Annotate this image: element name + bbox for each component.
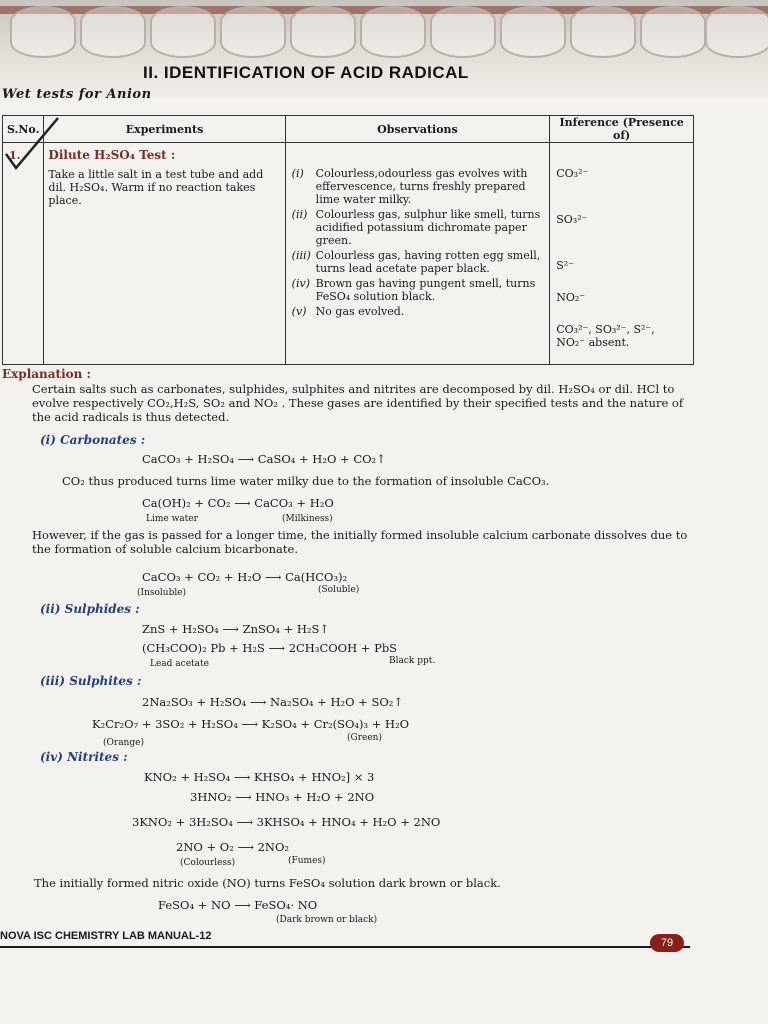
equation-label: (Colourless) — [180, 858, 236, 868]
observation-number: (iii) — [291, 249, 311, 262]
sulphides-heading: (ii) Sulphides : — [40, 602, 140, 616]
equation: (CH₃COO)₂ Pb + H₂S ⟶ 2CH₃COOH + PbS — [142, 641, 398, 655]
header-banner-image — [0, 0, 768, 98]
equation: 2Na₂SO₃ + H₂SO₄ ⟶ Na₂SO₄ + H₂O + SO₂↑ — [142, 695, 404, 709]
test-tube-image — [80, 6, 146, 58]
equation-label: (Green) — [347, 733, 382, 743]
equation-label: (Milkiness) — [282, 514, 333, 524]
observation-item — [292, 305, 544, 318]
inference-item: CO₃²⁻ — [556, 167, 589, 180]
observation-item — [292, 208, 544, 247]
test-tube-image — [220, 6, 286, 58]
equation: 3KNO₂ + 3H₂SO₄ ⟶ 3KHSO₄ + HNO₄ + H₂O + 2NO — [132, 815, 441, 829]
section-title: II. IDENTIFICATION OF ACID RADICAL — [143, 63, 469, 82]
equation-label: Lime water — [146, 514, 198, 524]
observation-number: (ii) — [291, 208, 308, 221]
book-title-footer: NOVA ISC CHEMISTRY LAB MANUAL-12 — [0, 930, 212, 942]
table-row — [3, 143, 694, 365]
equation: Ca(OH)₂ + CO₂ ⟶ CaCO₃ + H₂O — [142, 496, 334, 510]
test-tube-image — [500, 6, 566, 58]
equation-label: Black ppt. — [389, 656, 436, 666]
nitrites-note: The initially formed nitric oxide (NO) turns FeSO₄ solution dark brown or black. — [34, 876, 501, 890]
test-tube-image — [360, 6, 426, 58]
header-inference: Inference (Presence of) — [550, 116, 694, 143]
equation: ZnS + H₂SO₄ ⟶ ZnSO₄ + H₂S↑ — [142, 622, 329, 636]
explanation-intro: Certain salts such as carbonates, sulphides, sulphites and nitrites are decomposed by dil. H₂SO₄ or dil. HCl to evolve respectively CO₂,H₂S, SO₂ and NO₂ . These gases are identified by their specified tests and the nature of the acid radicals is thus detected. — [32, 382, 684, 424]
equation: KNO₂ + H₂SO₄ ⟶ KHSO₄ + HNO₂] × 3 — [144, 770, 375, 784]
equation: K₂Cr₂O₇ + 3SO₂ + H₂SO₄ ⟶ K₂SO₄ + Cr₂(SO₄)₃ + H₂O — [92, 717, 410, 731]
equation: 3HNO₂ ⟶ HNO₃ + H₂O + 2NO — [190, 790, 375, 804]
observation-text: Colourless gas, having rotten egg smell, turns lead acetate paper black. — [315, 249, 541, 275]
observation-item — [292, 277, 544, 303]
equation-label: Lead acetate — [150, 659, 209, 669]
observation-number: (iv) — [291, 277, 310, 290]
observation-item — [292, 167, 544, 206]
observation-text: Brown gas having pungent smell, turns FeSO₄ solution black. — [315, 277, 536, 303]
test-tube-image — [640, 6, 706, 58]
table-header-row — [3, 116, 694, 143]
equation-label: (Insoluble) — [137, 588, 187, 598]
footer-divider — [0, 946, 690, 948]
inference-item: SO₃²⁻ — [556, 213, 588, 226]
equation-label: (Dark brown or black) — [276, 915, 378, 925]
observation-text: No gas evolved. — [315, 305, 405, 318]
inference-cell — [550, 143, 694, 365]
equation: CaCO₃ + CO₂ + H₂O ⟶ Ca(HCO₃)₂ — [142, 570, 348, 584]
tick-mark-icon — [2, 112, 62, 172]
equation-label: (Orange) — [103, 738, 144, 748]
carbonates-heading: (i) Carbonates : — [40, 433, 146, 447]
observation-text: Colourless,odourless gas evolves with effervescence, turns freshly prepared lime water milky. — [315, 167, 528, 206]
observations-cell — [285, 143, 550, 365]
carbonates-note: CO₂ thus produced turns lime water milky due to the formation of insoluble CaCO₃. — [62, 474, 550, 488]
test-tube-image — [290, 6, 356, 58]
equation: CaCO₃ + H₂SO₄ ⟶ CaSO₄ + H₂O + CO₂↑ — [142, 452, 386, 466]
test-title: Dilute H₂SO₄ Test : — [48, 148, 176, 162]
nitrites-heading: (iv) Nitrites : — [40, 750, 128, 764]
header-sno: S.No. — [3, 116, 44, 143]
row-number-cell — [3, 143, 44, 365]
inference-item: NO₂⁻ — [556, 291, 586, 304]
experiment-cell — [44, 143, 285, 365]
equation: 2NO + O₂ ⟶ 2NO₂ — [176, 840, 290, 854]
test-procedure: Take a little salt in a test tube and add dil. H₂SO₄. Warm if no reaction takes place. — [48, 168, 264, 207]
row-number: 1. — [9, 149, 21, 162]
test-tube-image — [430, 6, 496, 58]
test-tube-image — [150, 6, 216, 58]
inference-item: CO₃²⁻, SO₃²⁻, S²⁻, NO₂⁻ absent. — [556, 323, 655, 349]
test-tube-image — [10, 6, 76, 58]
equation-label: (Fumes) — [288, 856, 326, 866]
test-tube-image — [570, 6, 636, 58]
test-tube-image — [705, 6, 768, 58]
observation-number: (v) — [291, 305, 307, 318]
equation: FeSO₄ + NO ⟶ FeSO₄· NO — [158, 898, 318, 912]
inference-item: S²⁻ — [556, 259, 575, 272]
carbonates-paragraph: However, if the gas is passed for a longer time, the initially formed insoluble calcium carbonate dissolves due to the formation of soluble calcium bicarbonate. — [32, 528, 688, 556]
page-number: 79 — [650, 934, 684, 952]
header-experiments: Experiments — [44, 116, 285, 143]
explanation-label: Explanation : — [2, 367, 91, 381]
observation-number: (i) — [291, 167, 304, 180]
equation-label: (Soluble) — [318, 585, 360, 595]
experiment-table — [2, 115, 694, 365]
observation-item — [292, 249, 544, 275]
header-observations: Observations — [285, 116, 550, 143]
sulphites-heading: (iii) Sulphites : — [40, 674, 142, 688]
section-subtitle: Wet tests for Anion — [2, 87, 152, 102]
observation-text: Colourless gas, sulphur like smell, turns acidified potassium dichromate paper green. — [315, 208, 541, 247]
